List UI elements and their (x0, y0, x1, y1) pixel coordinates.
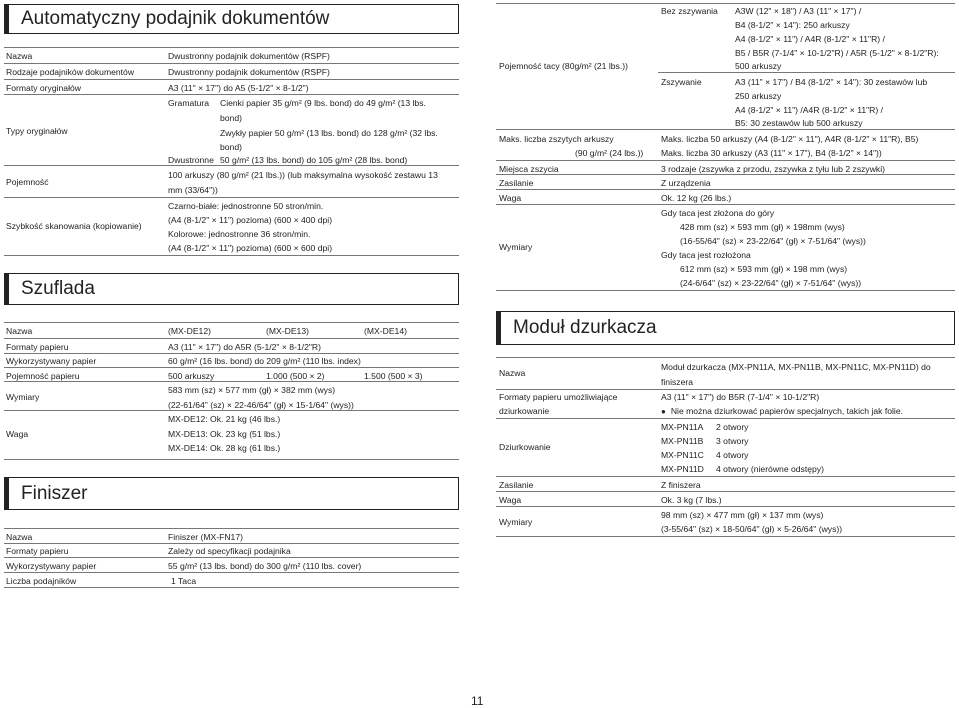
value-nazwa-2: finiszera (661, 377, 693, 387)
model-mx-de14: (MX-DE14) (364, 326, 407, 336)
value-wymiary-1: 583 mm (sz) × 577 mm (gł) × 382 mm (wys) (168, 385, 336, 395)
label-zszywanie: Zszywanie (661, 77, 702, 87)
label-miejsca: Miejsca zszycia (499, 164, 559, 174)
value-wym-3: (16-55/64" (sz) × 23-22/64" (gł) × 7-51/64" (wys)) (680, 236, 866, 246)
value-formaty: A3 (11" × 17") do A5R (5-1/2" × 8-1/2"R) (168, 342, 321, 352)
page-number: 11 (471, 694, 484, 708)
label-formaty: Formaty papieru (6, 342, 69, 352)
label-wymiary: Wymiary (499, 517, 533, 527)
value-zasilanie: Z finiszera (661, 480, 701, 490)
value-gram2b: bond) (220, 142, 242, 152)
label-waga: Waga (6, 429, 29, 439)
label-wymiary: Wymiary (6, 392, 40, 402)
label-formaty-1: Formaty papieru umożliwiające (499, 392, 618, 402)
label-wymiary: Wymiary (499, 242, 533, 252)
value-formaty: A3 (11" × 17") do A5 (5-1/2" × 8-1/2") (168, 83, 309, 93)
value-gram1a: Cienki papier 35 g/m² (9 lbs. bond) do 49 g/m² (13 lbs. (220, 98, 426, 108)
value-bez-1: A3W (12" × 18") / A3 (11" × 17") / (735, 6, 862, 16)
value-szybkosc-3: Kolorowe: jednostronne 36 stron/min. (168, 229, 311, 239)
holes-pn11c: 4 otwory (716, 450, 749, 460)
holes-pn11b: 3 otwory (716, 436, 749, 446)
label-zasilanie: Zasilanie (499, 480, 534, 490)
value-dwustronne: 50 g/m² (13 lbs. bond) do 105 g/m² (28 lbs. bond) (220, 155, 408, 165)
value-wykorzystywany: 55 g/m² (13 lbs. bond) do 300 g/m² (110 lbs. cover) (168, 561, 362, 571)
value-zsz-1: A3 (11" × 17") / B4 (8-1/2" × 14"): 30 zestawów lub (735, 77, 928, 87)
value-formaty: Zależy od specyfikacji podajnika (168, 546, 291, 556)
model-mx-de12: (MX-DE12) (168, 326, 211, 336)
label-nazwa: Nazwa (6, 51, 33, 61)
label-nazwa: Nazwa (6, 532, 33, 542)
section-title-dziurkacz (496, 311, 955, 345)
section-title-text: Szuflada (21, 278, 95, 299)
value-szybkosc-4: (A4 (8-1/2" × 11") pozioma) (600 × 600 dpi) (168, 243, 333, 253)
value-waga: Ok. 3 kg (7 lbs.) (661, 495, 722, 505)
label-rodzaje: Rodzaje podajników dokumentów (6, 67, 135, 77)
value-gram1b: bond) (220, 113, 242, 123)
value-wym-4: Gdy taca jest rozłożona (661, 250, 751, 260)
value-maks-2: Maks. liczba 30 arkuszy (A3 (11" × 17"), B4 (8-1/2" × 14")) (661, 148, 882, 158)
value-bez-2: B4 (8-1/2" × 14"): 250 arkuszy (735, 20, 850, 30)
model-mx-de13: (MX-DE13) (266, 326, 309, 336)
model-pn11d: MX-PN11D (661, 464, 704, 474)
label-liczba: Liczba podajników (6, 576, 77, 586)
model-pn11a: MX-PN11A (661, 422, 704, 432)
label-formaty-2: dziurkowanie (499, 406, 550, 416)
value-zsz-2: 250 arkuszy (735, 91, 782, 101)
value-bez-4: B5 / B5R (7-1/4" × 10-1/2"R) / A5R (5-1/2" × 8-1/2"R): (735, 48, 939, 58)
value-wymiary-2: (22-61/64" (sz) × 22-46/64" (gł) × 15-1/64" (wys)) (168, 400, 354, 410)
value-wym-1: Gdy taca jest złożona do góry (661, 208, 775, 218)
label-zasilanie: Zasilanie (499, 178, 534, 188)
label-dziurkowanie: Dziurkowanie (499, 442, 551, 452)
label-maks-2: (90 g/m² (24 lbs.)) (575, 148, 644, 158)
label-pojemnosc: Pojemność (6, 177, 49, 187)
value-szybkosc-2: (A4 (8-1/2" × 11") pozioma) (600 × 400 dpi) (168, 215, 333, 225)
value-bez-5: 500 arkuszy (735, 61, 782, 71)
label-nazwa: Nazwa (499, 368, 526, 378)
value-formaty-1: A3 (11" × 17") do B5R (7-1/4" × 10-1/2"R) (661, 392, 820, 402)
label-gramatura: Gramatura (168, 98, 210, 108)
label-bez-zszywania: Bez zszywania (661, 6, 718, 16)
value-waga-2: MX-DE13: Ok. 23 kg (51 lbs.) (168, 429, 281, 439)
label-szybkosc: Szybkość skanowania (kopiowanie) (6, 221, 142, 231)
label-wykorzystywany: Wykorzystywany papier (6, 561, 97, 571)
label-waga: Waga (499, 193, 522, 203)
value-waga: Ok. 12 kg (26 lbs.) (661, 193, 732, 203)
model-pn11b: MX-PN11B (661, 436, 704, 446)
value-nazwa: Dwustronny podajnik dokumentów (RSPF) (168, 51, 330, 61)
value-pojemnosc-1: 100 arkuszy (80 g/m² (21 lbs.)) (lub maksymalna wysokość zestawu 13 (168, 170, 438, 180)
value-pojemnosc-3: 1.500 (500 × 3) (364, 371, 423, 381)
value-nazwa: Finiszer (MX-FN17) (168, 532, 243, 542)
value-rodzaje: Dwustronny podajnik dokumentów (RSPF) (168, 67, 330, 77)
label-dwustronne: Dwustronne (168, 155, 214, 165)
label-waga: Waga (499, 495, 522, 505)
value-maks-1: Maks. liczba 50 arkuszy (A4 (8-1/2" × 11"), A4R (8-1/2" × 11"R), B5) (661, 134, 919, 144)
label-nazwa: Nazwa (6, 326, 33, 336)
label-formaty: Formaty oryginałów (6, 83, 81, 93)
value-zsz-3: A4 (8-1/2" × 11") /A4R (8-1/2" × 11"R) / (735, 105, 884, 115)
label-pojemnosc-tacy: Pojemność tacy (80g/m² (21 lbs.)) (499, 61, 628, 71)
value-wymiary-1: 98 mm (sz) × 477 mm (gł) × 137 mm (wys) (661, 510, 824, 520)
value-pojemnosc-1: 500 arkuszy (168, 371, 215, 381)
label-maks-1: Maks. liczba zszytych arkuszy (499, 134, 614, 144)
label-wykorzystywany: Wykorzystywany papier (6, 356, 97, 366)
value-pojemnosc-2: mm (33/64")) (168, 185, 218, 195)
section-title-szuflada (4, 273, 459, 305)
value-wymiary-2: (3-55/64" (sz) × 18-50/64" (gł) × 5-26/64" (wys)) (661, 524, 843, 534)
value-formaty-note: ● Nie można dziurkować papierów specjalnych, takich jak folie. (661, 406, 903, 417)
value-zsz-4: B5: 30 zestawów lub 500 arkuszy (735, 118, 863, 128)
label-formaty: Formaty papieru (6, 546, 69, 556)
section-title-adf (4, 4, 459, 34)
holes-pn11d: 4 otwory (nierówne odstępy) (716, 464, 824, 474)
value-wykorzystywany: 60 g/m² (16 lbs. bond) do 209 g/m² (110 lbs. index) (168, 356, 361, 366)
model-pn11c: MX-PN11C (661, 450, 704, 460)
value-szybkosc-1: Czarno-białe: jednostronne 50 stron/min. (168, 201, 324, 211)
value-miejsca: 3 rodzaje (zszywka z przodu, zszywka z tyłu lub 2 zszywki) (661, 164, 885, 174)
value-gram2a: Zwykły papier 50 g/m² (13 lbs. bond) do 128 g/m² (32 lbs. (220, 128, 438, 138)
holes-pn11a: 2 otwory (716, 422, 749, 432)
value-nazwa-1: Moduł dzurkacza (MX-PN11A, MX-PN11B, MX-PN11C, MX-PN11D) do (661, 362, 931, 372)
value-wym-2: 428 mm (sz) × 593 mm (gł) × 198mm (wys) (680, 222, 845, 232)
value-liczba: 1 Taca (171, 576, 197, 586)
value-zasilanie: Z urządzenia (661, 178, 711, 188)
value-bez-3: A4 (8-1/2" × 11") / A4R (8-1/2" × 11"R) / (735, 34, 885, 44)
section-title-text: Finiszer (21, 482, 88, 504)
value-waga-1: MX-DE12: Ok. 21 kg (46 lbs.) (168, 414, 281, 424)
section-title-text: Automatyczny podajnik dokumentów (21, 8, 330, 29)
section-title-finiszer (4, 477, 459, 510)
section-title-text: Moduł dzurkacza (513, 317, 657, 338)
label-pojemnosc: Pojemność papieru (6, 371, 80, 381)
value-pojemnosc-2: 1.000 (500 × 2) (266, 371, 325, 381)
label-typy: Typy oryginałów (6, 126, 68, 136)
value-wym-5: 612 mm (sz) × 593 mm (gł) × 198 mm (wys) (680, 264, 848, 274)
value-waga-3: MX-DE14: Ok. 28 kg (61 lbs.) (168, 443, 281, 453)
value-wym-6: (24-6/64" (sz) × 23-22/64" (gł) × 7-51/64" (wys)) (680, 278, 862, 288)
